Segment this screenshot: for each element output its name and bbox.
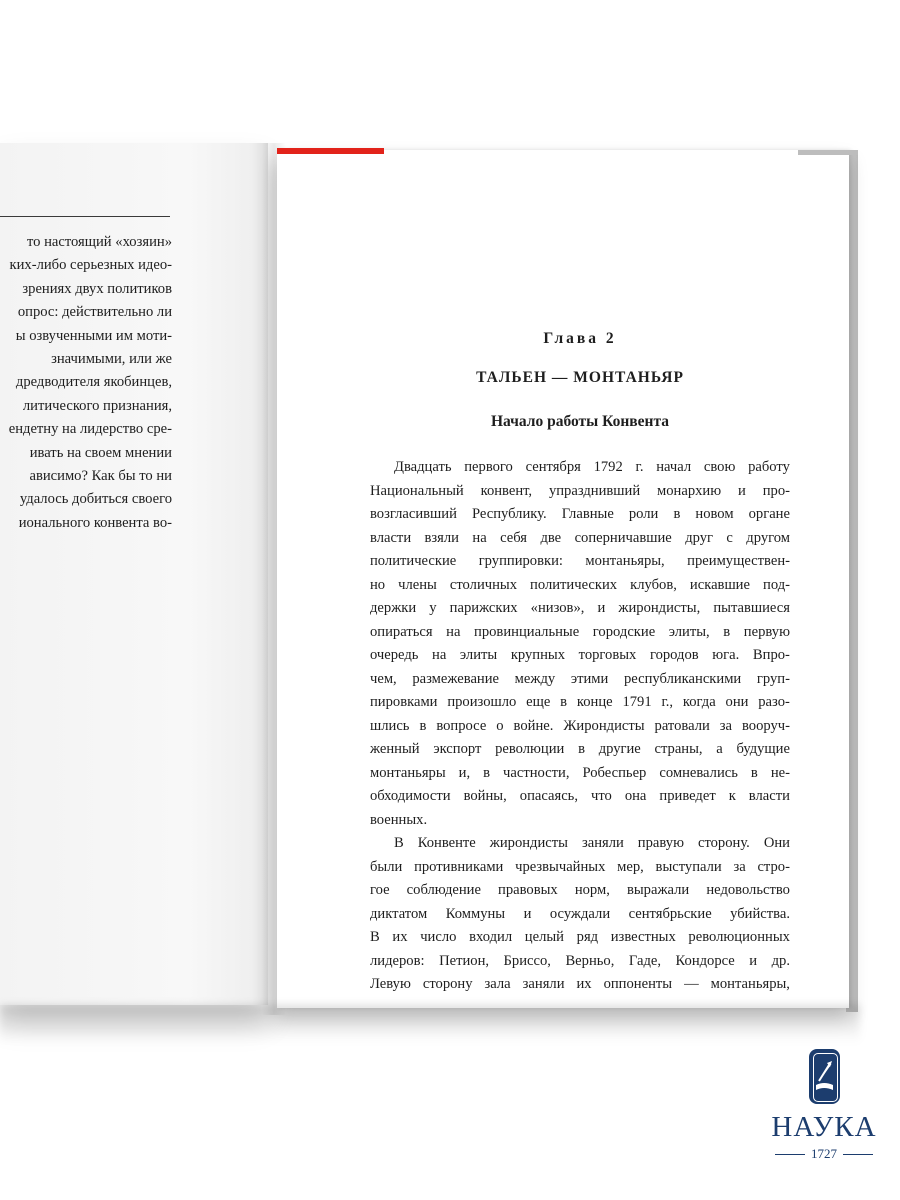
left-page-line: ендетну на лидерство сре- bbox=[8, 421, 172, 438]
body-line: монтаньяры и, в частности, Робеспьер сомневались в не- bbox=[370, 764, 790, 781]
body-line: Национальный конвент, упразднивший монархию и про- bbox=[370, 482, 790, 499]
body-line: власти взяли на себя две соперничавшие друг с другом bbox=[370, 529, 790, 546]
left-page-line: удалось добиться своего bbox=[19, 491, 172, 508]
body-line: В Конвенте жирондисты заняли правую сторону. Они bbox=[394, 835, 790, 851]
body-line: гое соблюдение правовых норм, выражали недовольство bbox=[370, 882, 790, 898]
left-page-text bbox=[0, 231, 172, 535]
body-line: чем, размежевание между этими республиканскими груп- bbox=[370, 670, 790, 687]
body-line: были противниками чрезвычайных мер, выступали за стро- bbox=[370, 858, 790, 875]
left-page bbox=[0, 143, 268, 1005]
bookmark-ribbon bbox=[277, 148, 384, 154]
left-page-line: опрос: действительно ли bbox=[17, 304, 172, 321]
page-top-accent bbox=[798, 150, 858, 155]
body-line: Двадцать первого сентября 1792 г. начал свою работу bbox=[394, 459, 790, 475]
body-line: держки у парижских «низов», и жирондисты, пытавшиеся bbox=[370, 600, 790, 616]
body-line: шлись в вопросе о войне. Жирондисты ратовали за вооруч- bbox=[370, 717, 790, 734]
left-page-line: зрениях двух политиков bbox=[22, 280, 172, 297]
chapter-number: Глава 2 bbox=[543, 330, 617, 347]
body-line: лидеров: Петион, Бриссо, Верньо, Гаде, Кондорсе и др. bbox=[370, 952, 790, 969]
left-page-line: ы озвученными им моти- bbox=[15, 327, 172, 344]
body-line: опираться на провинциальные городские элиты, в первую bbox=[370, 623, 790, 640]
book-shadow bbox=[0, 1005, 860, 1043]
body-line: очередь на элиты крупных торговых городов юга. Впро- bbox=[370, 647, 790, 663]
publisher-logo bbox=[769, 1049, 879, 1169]
chapter-title: ТАЛЬЕН — МОНТАНЬЯР bbox=[476, 369, 684, 386]
publisher-name: НАУКА bbox=[771, 1111, 877, 1143]
left-page-line: дредводителя якобинцев, bbox=[15, 374, 172, 391]
left-page-line: литического признания, bbox=[22, 397, 172, 414]
left-page-line: значимыми, или же bbox=[51, 351, 172, 368]
left-page-line: то настоящий «хозяин» bbox=[26, 234, 172, 250]
left-page-line: ионального конвента во- bbox=[18, 514, 172, 531]
body-line: но члены столичных политических клубов, искавшие под- bbox=[370, 576, 790, 593]
body-line: пировками произошло еще в конце 1791 г., когда они разо- bbox=[370, 694, 790, 710]
body-text bbox=[370, 456, 790, 997]
left-page-line: ивать на своем мнении bbox=[29, 444, 172, 461]
left-page-line: ких-либо серьезных идео- bbox=[9, 257, 172, 274]
publisher-year: 1727 bbox=[811, 1146, 837, 1161]
body-line: возгласивший Республику. Главные роли в новом органе bbox=[370, 506, 790, 522]
body-line: военных. bbox=[370, 811, 428, 828]
body-line: обходимости войны, опасаясь, что она приведет к власти bbox=[370, 788, 790, 804]
left-page-rule bbox=[0, 216, 170, 217]
body-line: политические группировки: монтаньяры, преимуществен- bbox=[370, 553, 790, 569]
book-emblem-icon bbox=[809, 1049, 840, 1104]
body-line: В их число входил целый ряд известных революционных bbox=[370, 929, 790, 945]
left-page-line: ависимо? Как бы то ни bbox=[29, 468, 172, 485]
body-line: женный экспорт революции в другие страны, а будущие bbox=[370, 741, 790, 757]
body-line: диктатом Коммуны и осуждали сентябрьские убийства. bbox=[370, 905, 790, 922]
logo-divider-right bbox=[843, 1154, 873, 1155]
body-line: Левую сторону зала заняли их оппоненты — монтаньяры, bbox=[370, 976, 790, 992]
section-title: Начало работы Конвента bbox=[490, 413, 670, 430]
